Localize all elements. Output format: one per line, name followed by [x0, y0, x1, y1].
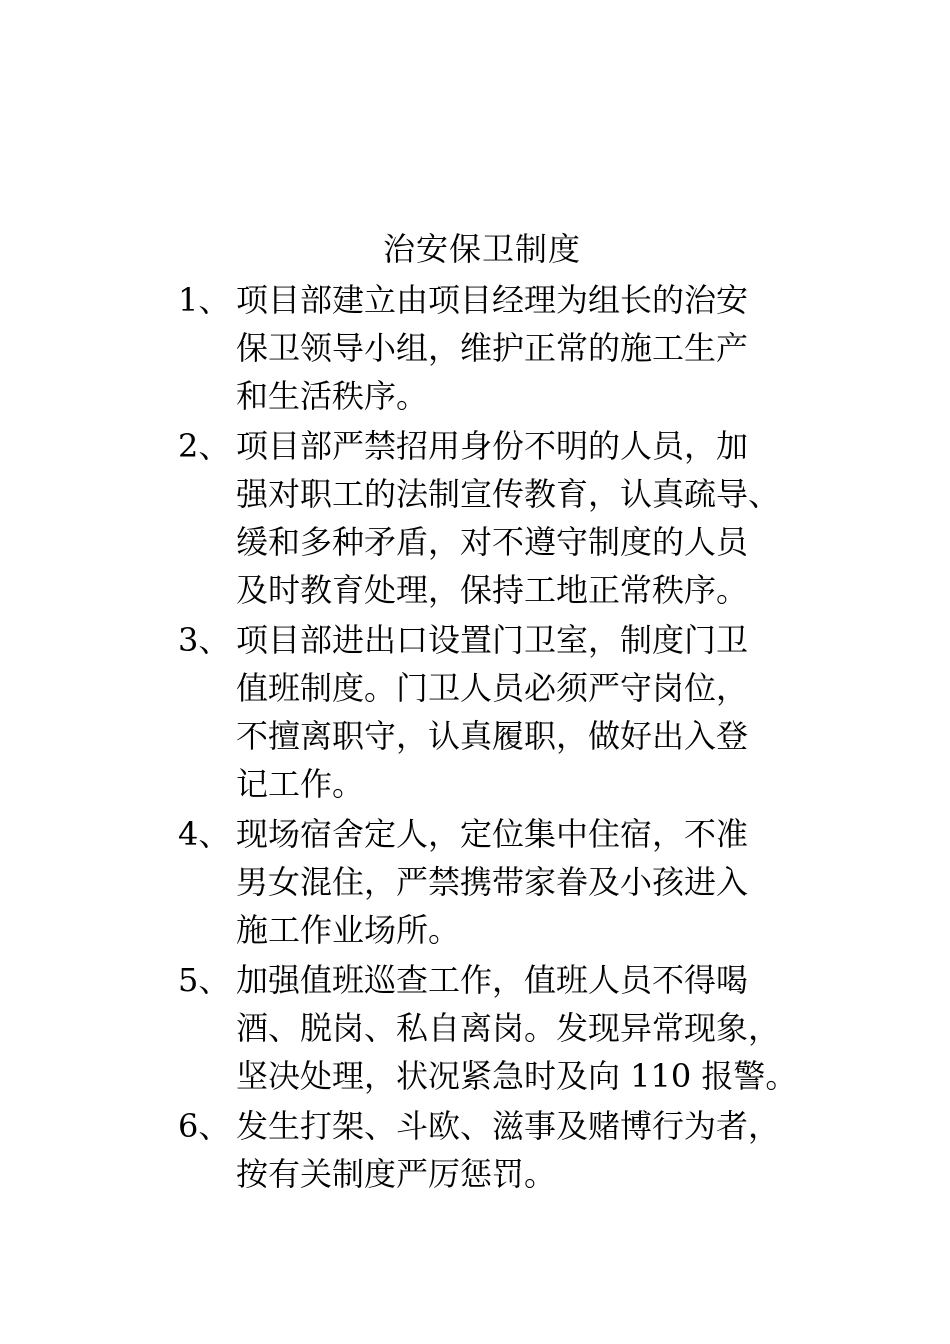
rule-line: 及时教育处理，保持工地正常秩序。 — [236, 571, 749, 609]
rule-number: 5、 — [178, 961, 231, 999]
rule-item-4 — [178, 810, 826, 954]
rule-line: 不擅离职守，认真履职，做好出入登 — [236, 717, 749, 755]
rule-item-6 — [178, 1102, 826, 1198]
rule-line: 男女混住，严禁携带家眷及小孩进入 — [236, 863, 749, 901]
rule-line: 坚决处理，状况紧急时及向 110 报警。 — [236, 1057, 798, 1095]
rules-list — [178, 276, 838, 1200]
rule-line: 加强值班巡查工作，值班人员不得喝 — [236, 961, 749, 999]
rule-number: 4、 — [178, 815, 231, 853]
rule-line: 施工作业场所。 — [236, 911, 461, 949]
rule-number: 1、 — [178, 281, 231, 319]
rule-line: 值班制度。门卫人员必须严守岗位， — [236, 669, 749, 707]
rule-line: 记工作。 — [236, 765, 365, 803]
rule-item-2 — [178, 422, 826, 614]
rule-line: 项目部进出口设置门卫室，制度门卫 — [236, 621, 749, 659]
rule-line: 项目部建立由项目经理为组长的治安 — [236, 281, 749, 319]
rule-number: 3、 — [178, 621, 231, 659]
rule-item-1 — [178, 276, 826, 420]
rule-line: 现场宿舍定人，定位集中住宿，不准 — [236, 815, 749, 853]
document-title: 治安保卫制度 — [382, 230, 581, 268]
rule-item-3 — [178, 616, 826, 808]
rule-line: 保卫领导小组，维护正常的施工生产 — [236, 329, 749, 367]
rule-number: 2、 — [178, 427, 231, 465]
rule-line: 发生打架、斗欧、滋事及赌博行为者， — [236, 1107, 781, 1145]
rule-line: 缓和多种矛盾，对不遵守制度的人员 — [236, 523, 749, 561]
rule-item-5 — [178, 956, 826, 1100]
rule-line: 强对职工的法制宣传教育，认真疏导、 — [236, 475, 781, 513]
rule-number: 6、 — [178, 1107, 231, 1145]
rule-line: 按有关制度严厉惩罚。 — [236, 1155, 557, 1193]
rule-line: 和生活秩序。 — [236, 377, 429, 415]
rule-line: 酒、脱岗、私自离岗。发现异常现象， — [236, 1009, 781, 1047]
rule-line: 项目部严禁招用身份不明的人员，加 — [236, 427, 749, 465]
